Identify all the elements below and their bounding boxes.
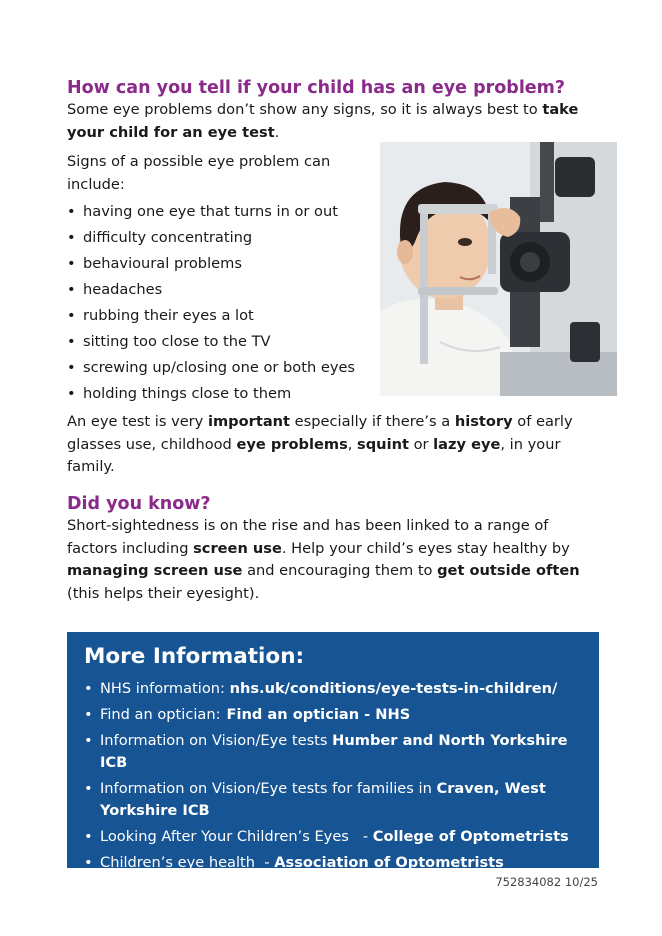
list-item	[84, 826, 589, 848]
item-text: Find an optician:	[100, 706, 221, 723]
important-paragraph	[67, 411, 599, 479]
list-item: • behavioural problems	[67, 251, 355, 277]
child-eye-test-photo	[380, 142, 617, 396]
intro-bold: take your child for an eye test	[67, 101, 579, 141]
text: of early glasses use, childhood	[67, 413, 573, 453]
intro-paragraph	[67, 99, 599, 144]
college-optometrists-link[interactable]: College of Optometrists	[372, 828, 569, 845]
signs-intro: Signs of a possible eye problem can include:	[67, 153, 331, 193]
footer-code: 752834082 10/25	[495, 875, 598, 889]
intro-text: Some eye problems don’t show any signs, so it is always best to	[67, 101, 543, 118]
more-information-box	[67, 632, 599, 871]
list-item: • screwing up/closing one or both eyes	[67, 355, 355, 381]
list-item	[84, 678, 589, 700]
text: An eye test is very	[67, 413, 208, 430]
list-item: • headaches	[67, 277, 355, 303]
list-item: • rubbing their eyes a lot	[67, 303, 355, 329]
bold-text: screen use	[193, 539, 282, 557]
item-text: Information on Vision/Eye tests for families in	[100, 780, 437, 797]
signs-list	[67, 199, 355, 407]
text: and encouraging them to	[242, 562, 438, 579]
list-item: • holding things close to them	[67, 381, 355, 407]
item-text: NHS information:	[100, 680, 230, 697]
list-item	[84, 704, 589, 726]
text: or	[408, 435, 434, 453]
intro-end: .	[274, 123, 280, 141]
list-item	[84, 730, 589, 774]
item-text: Looking After Your Children’s Eyes -	[100, 828, 373, 845]
list-item: • sitting too close to the TV	[67, 329, 355, 355]
bold-text: important	[207, 413, 291, 430]
text: especially if there’s a	[290, 413, 455, 430]
bold-text: get outside often	[437, 562, 580, 579]
did-you-know-paragraph	[67, 515, 599, 605]
craven-icb-link[interactable]: Craven, West Yorkshire ICB	[100, 780, 546, 819]
text: . Help your child’s eyes stay healthy by	[281, 539, 570, 557]
section-heading-eye-problem: How can you tell if your child has an eye problem?	[67, 78, 566, 98]
text: (this helps their eyesight).	[67, 584, 260, 602]
text: ,	[347, 435, 358, 453]
more-information-title: More Information:	[84, 644, 305, 669]
list-item	[84, 778, 589, 822]
find-optician-link[interactable]: Find an optician - NHS	[226, 706, 411, 723]
bold-text: eye problems	[236, 435, 348, 453]
list-item: • difficulty concentrating	[67, 225, 355, 251]
bold-text: squint	[357, 435, 409, 453]
bold-text: lazy eye	[433, 435, 501, 453]
list-item: • having one eye that turns in or out	[67, 199, 355, 225]
text: , in your family.	[67, 435, 561, 475]
bold-text: managing screen use	[67, 562, 243, 579]
text: Short-sightedness is on the rise and has been linked to a range of factors including	[67, 517, 549, 557]
list-item	[84, 852, 589, 874]
humber-icb-link[interactable]: Humber and North Yorkshire ICB	[100, 732, 568, 771]
item-text: Children’s eye health -	[100, 854, 275, 871]
nhs-link[interactable]: nhs.uk/conditions/eye-tests-in-children/	[229, 680, 558, 697]
more-information-list	[84, 678, 589, 878]
bold-text: history	[454, 413, 513, 430]
association-optometrists-link[interactable]: Association of Optometrists	[274, 854, 504, 871]
section-heading-did-you-know: Did you know?	[67, 494, 211, 514]
item-text: Information on Vision/Eye tests	[100, 732, 333, 749]
